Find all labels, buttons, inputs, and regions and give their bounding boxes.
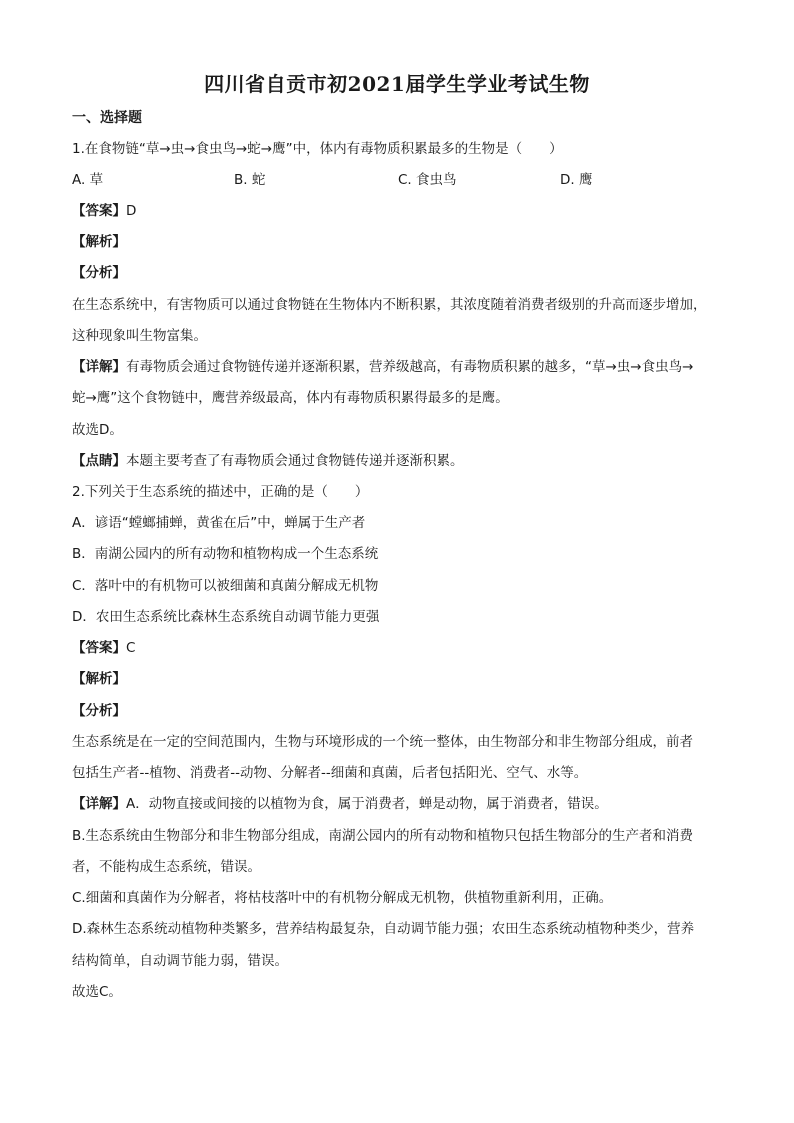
q1-analysis-line-2: 这种现象叫生物富集。 <box>72 328 207 344</box>
detail-text: 有毒物质会通过食物链传递并逐渐积累，营养级越高，有毒物质积累的越多，“草→虫→食虫鸟→ <box>126 359 694 375</box>
detail-tag: 【详解】 <box>72 359 126 375</box>
q2-option-b: B．南湖公园内的所有动物和植物构成一个生态系统 <box>72 546 379 562</box>
q1-fenxi-tag: 【分析】 <box>72 265 126 281</box>
q1-jiexi-tag: 【解析】 <box>72 234 126 250</box>
answer-value: D <box>126 203 137 219</box>
q2-detail-line-1 <box>72 794 732 814</box>
q2-analysis-line-1: 生态系统是在一定的空间范围内，生物与环境形成的一个统一整体，由生物部分和非生物部分组成，前者 <box>72 734 693 750</box>
q2-conclusion: 故选C。 <box>72 984 122 1000</box>
q1-option-b: B. 蛇 <box>234 172 266 188</box>
q2-option-a: A．谚语“螳螂捕蝉，黄雀在后”中，蝉属于生产者 <box>72 515 366 531</box>
q1-detail-line-2: 蛇→鹰”这个食物链中，鹰营养级最高，体内有毒物质积累得最多的是鹰。 <box>72 390 509 406</box>
q1-answer <box>72 201 732 221</box>
q1-option-d: D. 鹰 <box>560 172 593 188</box>
detail-text: A．动物直接或间接的以植物为食，属于消费者，蝉是动物，属于消费者，错误。 <box>126 796 608 812</box>
question-2-stem: 2.下列关于生态系统的描述中，正确的是（ ） <box>72 484 369 500</box>
document-title: 四川省自贡市初2021届学生学业考试生物 <box>204 72 590 96</box>
answer-tag: 【答案】 <box>72 640 126 656</box>
q2-detail-line-5: D.森林生态系统动植物种类繁多，营养结构最复杂，自动调节能力强；农田生态系统动植物种类少，营养 <box>72 921 695 937</box>
detail-tag: 【详解】 <box>72 796 126 812</box>
comment-text: 本题主要考查了有毒物质会通过食物链传递并逐渐积累。 <box>126 453 464 469</box>
q2-jiexi-tag: 【解析】 <box>72 671 126 687</box>
q1-option-c: C. 食虫鸟 <box>398 172 457 188</box>
q2-detail-line-6: 结构简单，自动调节能力弱，错误。 <box>72 953 288 969</box>
q1-option-a: A. 草 <box>72 172 104 188</box>
q2-detail-line-2: B.生态系统由生物部分和非生物部分组成，南湖公园内的所有动物和植物只包括生物部分的生产者和消费 <box>72 828 694 844</box>
q2-fenxi-tag: 【分析】 <box>72 703 126 719</box>
q1-detail-line-1 <box>72 357 732 377</box>
q2-detail-line-3: 者，不能构成生态系统，错误。 <box>72 859 261 875</box>
answer-tag: 【答案】 <box>72 203 126 219</box>
q2-answer <box>72 638 732 658</box>
question-1-stem: 1.在食物链“草→虫→食虫鸟→蛇→鹰”中，体内有毒物质积累最多的生物是（ ） <box>72 141 563 157</box>
q2-analysis-line-2: 包括生产者--植物、消费者--动物、分解者--细菌和真菌，后者包括阳光、空气、水等。 <box>72 765 588 781</box>
q1-conclusion: 故选D。 <box>72 422 123 438</box>
q2-detail-line-4: C.细菌和真菌作为分解者，将枯枝落叶中的有机物分解成无机物，供植物重新利用，正确。 <box>72 890 613 906</box>
q1-comment <box>72 451 732 471</box>
q2-option-c: C．落叶中的有机物可以被细菌和真菌分解成无机物 <box>72 578 379 594</box>
q2-option-d: D．农田生态系统比森林生态系统自动调节能力更强 <box>72 609 380 625</box>
q1-analysis-line-1: 在生态系统中，有害物质可以通过食物链在生物体内不断积累，其浓度随着消费者级别的升高而逐步增加， <box>72 297 707 313</box>
section-heading: 一、选择题 <box>72 110 142 126</box>
answer-value: C <box>126 640 136 656</box>
comment-tag: 【点睛】 <box>72 453 126 469</box>
